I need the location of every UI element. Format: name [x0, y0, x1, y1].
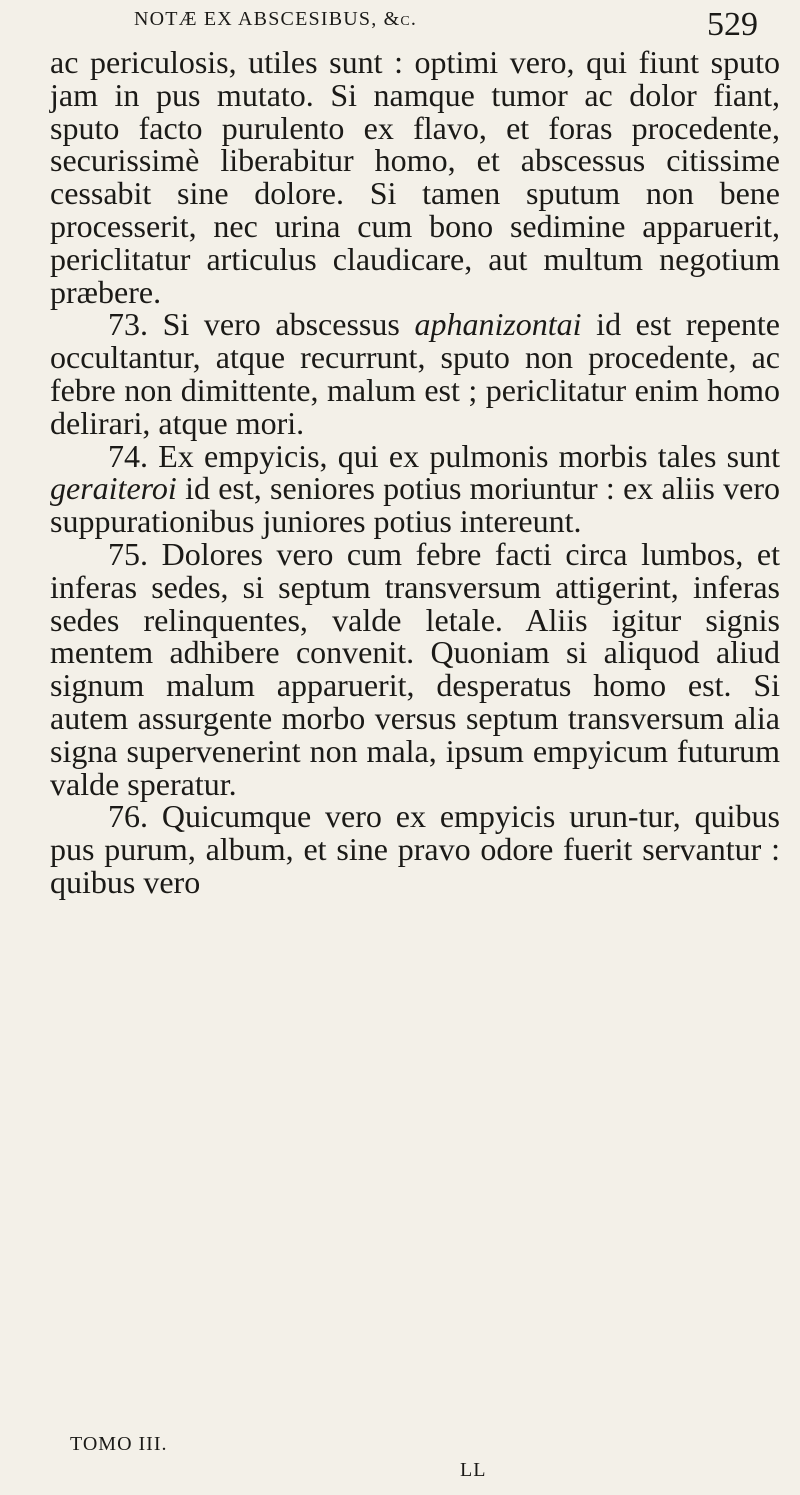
- paragraph-73-text-start: 73. Si vero abscessus: [108, 306, 415, 343]
- running-title: NOTÆ EX ABSCESIBUS, &c.: [134, 8, 418, 30]
- paragraph-74-text-end: id est, seniores potius moriuntur : ex aliis vero suppurationibus juniores potius intereunt.: [50, 470, 780, 540]
- greek-term-aphanizontai: aphanizontai: [414, 306, 582, 343]
- paragraph-75: 75. Dolores vero cum febre facti circa lumbos, et inferas sedes, si septum transversum attigerint, inferas sedes relinquentes, valde letale. Aliis igitur signis mentem adhibere convenit. Quoniam si aliquod aliud signum malum apparuerit, desperatus homo est. Si autem assurgente morbo versus septum transversum alia signa supervenerint non mala, ipsum empyicum futurum valde speratur.: [50, 535, 780, 802]
- paragraph-76: 76. Quicumque vero ex empyicis urun-tur, quibus pus purum, album, et sine pravo odore fuerit servantur : quibus vero: [50, 798, 780, 900]
- paragraph-73-text-end: id est repente occultantur, atque recurrunt, sputo non procedente, ac febre non dimittente, malum est ; periclitatur enim homo delirari, atque mori.: [50, 306, 781, 441]
- paragraph-74: [50, 437, 780, 540]
- paragraph-74-text-start: 74. Ex empyicis, qui ex pulmonis morbis tales sunt: [108, 437, 780, 474]
- page-body: [50, 46, 780, 899]
- signature-mark: LL: [460, 1459, 487, 1481]
- page-footer: [70, 1431, 780, 1495]
- paragraph-73: [50, 308, 780, 439]
- page-number: 529: [707, 6, 758, 43]
- volume-label: TOMO III.: [70, 1433, 168, 1455]
- greek-term-geraiteroi: geraiteroi: [50, 470, 177, 507]
- paragraph-continuation: ac periculosis, utiles sunt : optimi vero, qui fiunt sputo jam in pus mutato. Si namque tumor ac dolor fiant, sputo facto purulento ex flavo, et foras procedente, securissimè liberabitur homo, et abscessus citissime cessabit sine dolore. Si tamen sputum non bene processerit, nec urina cum bono sedimine apparuerit, periclitatur articulus claudicare, aut multum negotium præbere.: [50, 44, 780, 310]
- page-header: [50, 6, 780, 46]
